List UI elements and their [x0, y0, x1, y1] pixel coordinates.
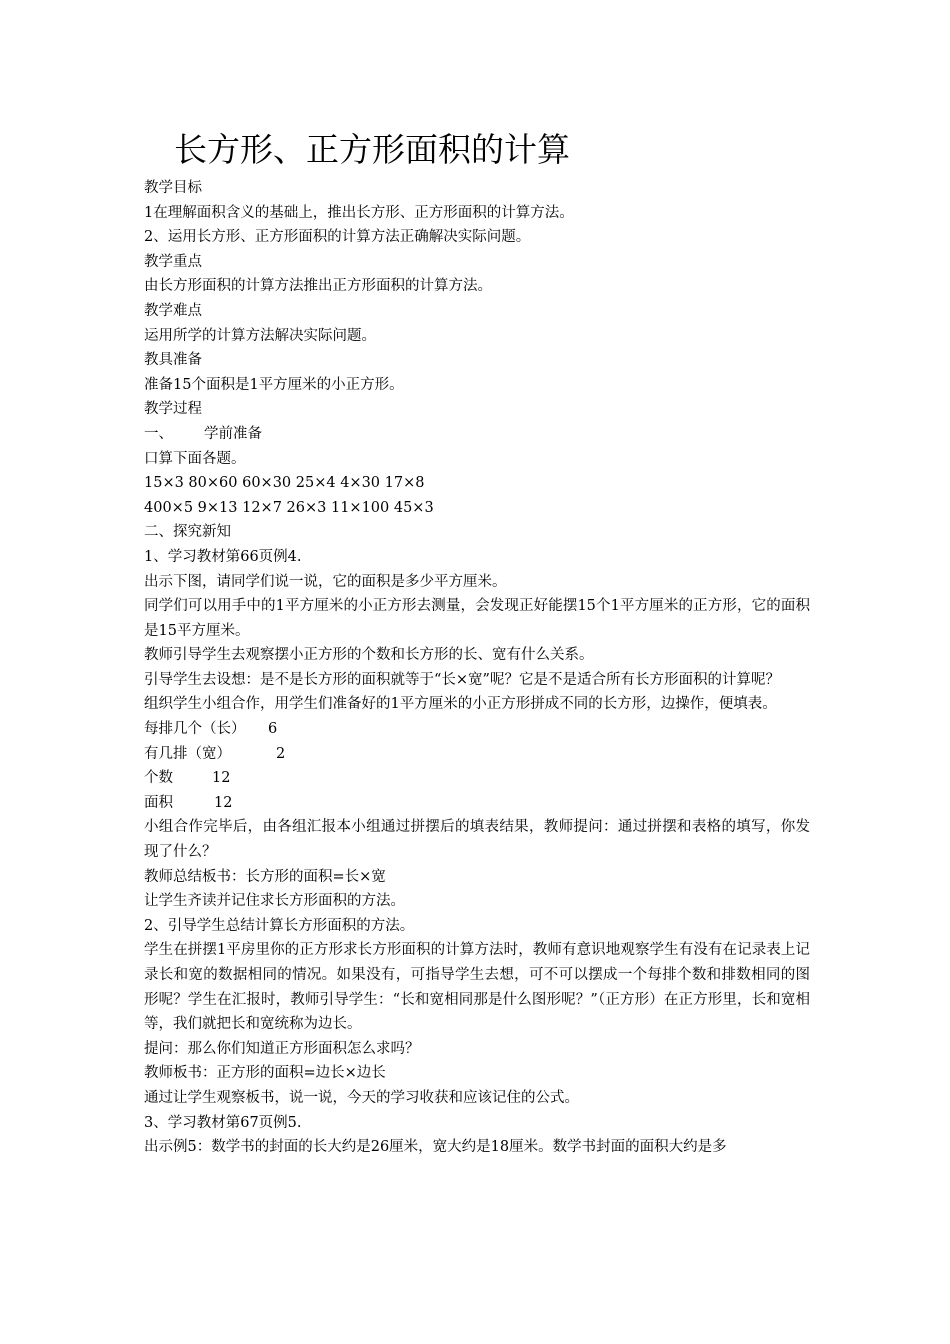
table-row-value: 2	[276, 745, 286, 762]
paragraph-7: 小组合作完毕后，由各组汇报本小组通过拼摆后的填表结果，教师提问：通过拼摆和表格的填写，你发现了什么？	[144, 819, 810, 861]
table-row-label: 面积	[144, 794, 173, 811]
step-1-label: 学前准备	[204, 425, 262, 442]
table-row	[144, 742, 810, 767]
table-row	[144, 717, 810, 742]
paragraph-15: 3、学习教材第67页例5.	[144, 1114, 302, 1131]
section-heading-goals: 教学目标	[144, 180, 202, 196]
section-heading-process: 教学过程	[144, 401, 202, 418]
table-row	[144, 791, 810, 816]
paragraph-13: 教师板书：正方形的面积=边长×边长	[144, 1065, 386, 1082]
table-row-value: 12	[214, 794, 233, 811]
oral-prompt: 口算下面各题。	[144, 450, 246, 467]
paragraph-10: 2、引导学生总结计算长方形面积的方法。	[144, 917, 415, 934]
materials-text: 准备15个面积是1平方厘米的小正方形。	[144, 376, 404, 393]
paragraph-8: 教师总结板书：长方形的面积=长×宽	[144, 868, 386, 885]
paragraph-4: 教师引导学生去观察摆小正方形的个数和长方形的长、宽有什么关系。	[144, 647, 594, 664]
table-row-label: 个数	[144, 770, 173, 787]
table-row-label: 每排几个（长）	[144, 721, 246, 738]
paragraph-5: 引导学生去设想：是不是长方形的面积就等于“长×宽”呢？它是不是适合所有长方形面积的计算呢？	[144, 671, 780, 688]
key-points-text: 由长方形面积的计算方法推出正方形面积的计算方法。	[144, 278, 492, 295]
page-title: 长方形、正方形面积的计算	[174, 130, 570, 169]
paragraph-3: 同学们可以用手中的1平方厘米的小正方形去测量，会发现正好能摆15个1平方厘米的正方形，它的面积是15平方厘米。	[144, 598, 810, 639]
difficulties-text: 运用所学的计算方法解决实际问题。	[144, 327, 376, 344]
paragraph-16: 出示例5：数学书的封面的长大约是26厘米，宽大约是18厘米。数学书封面的面积大约是多	[144, 1139, 727, 1156]
step-2-heading: 二、探究新知	[144, 524, 231, 541]
table-row-label: 有几排（宽）	[144, 745, 231, 762]
paragraph-14: 通过让学生观察板书，说一说，今天的学习收获和应该记住的公式。	[144, 1089, 579, 1106]
paragraph-6: 组织学生小组合作，用学生们准备好的1平方厘米的小正方形拼成不同的长方形，边操作，便填表。	[144, 696, 777, 713]
paragraph-1: 1、学习教材第66页例4.	[144, 548, 302, 565]
section-heading-materials: 教具准备	[144, 352, 202, 369]
paragraph-11: 学生在拼摆1平房里你的正方形求长方形面积的计算方法时，教师有意识地观察学生有没有在记录表上记录长和宽的数据相同的情况。如果没有，可指导学生去想，可不可以摆成一个每排个数和排数相同的图形呢？学生在汇报时，教师引导学生：“长和宽相同那是什么图形呢？”（正方形）在正方形里，长和宽相等，我们就把长和宽统称为边长。	[144, 942, 810, 1033]
oral-exercises-row-1: 15×3 80×60 60×30 25×4 4×30 17×8	[144, 475, 425, 492]
table-row-value: 6	[268, 721, 278, 738]
step-1-number: 一、	[144, 425, 173, 442]
step-1-heading	[144, 422, 810, 447]
goal-item-2: 2、运用长方形、正方形面积的计算方法正确解决实际问题。	[144, 229, 531, 246]
paragraph-9: 让学生齐读并记住求长方形面积的方法。	[144, 893, 405, 910]
document-page	[144, 128, 810, 1160]
paragraph-2: 出示下图，请同学们说一说，它的面积是多少平方厘米。	[144, 573, 507, 590]
table-row-value: 12	[212, 770, 231, 787]
oral-exercises-row-2: 400×5 9×13 12×7 26×3 11×100 45×3	[144, 499, 434, 516]
goal-item-1: 1在理解面积含义的基础上，推出长方形、正方形面积的计算方法。	[144, 204, 574, 221]
paragraph-12: 提问：那么你们知道正方形面积怎么求吗？	[144, 1040, 420, 1057]
section-heading-difficulties: 教学难点	[144, 302, 202, 319]
section-heading-key-points: 教学重点	[144, 253, 202, 270]
table-row	[144, 766, 810, 791]
